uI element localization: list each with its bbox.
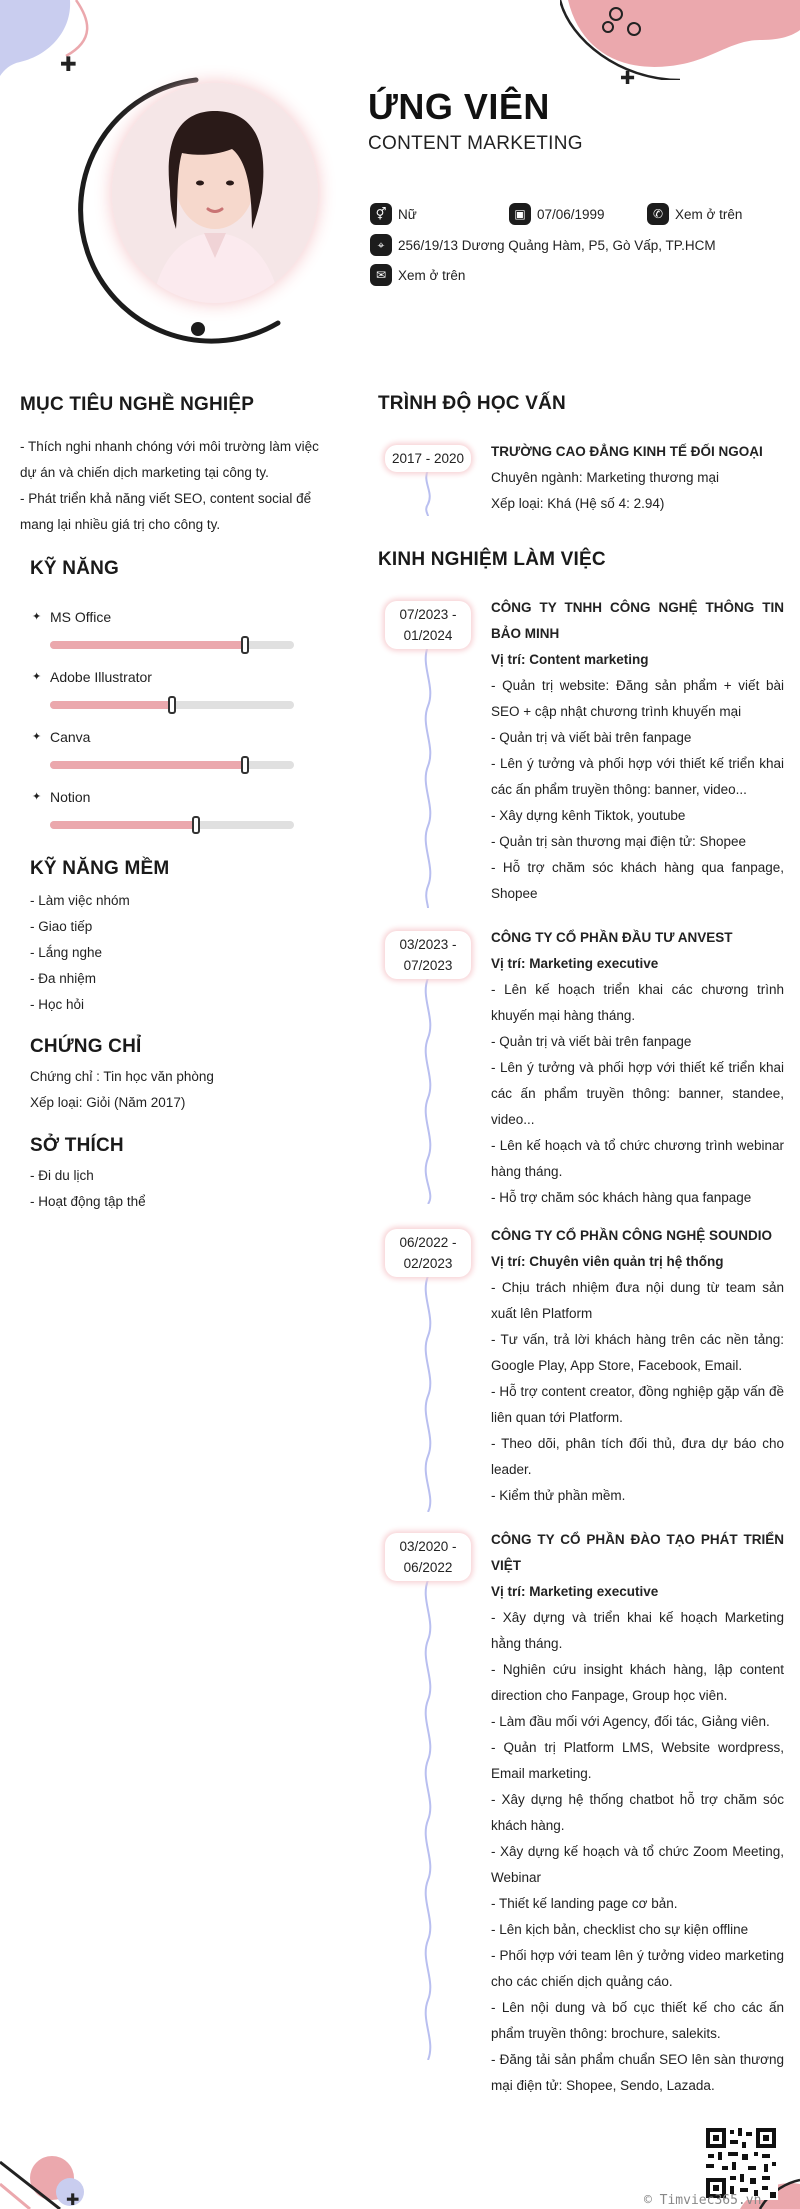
job-date-end: 01/2024 — [403, 628, 453, 643]
job-date-end: 07/2023 — [403, 958, 453, 973]
soft-skill-item: - Lắng nghe — [30, 945, 103, 960]
skill-name: Notion — [50, 789, 91, 805]
top-right-decoration — [560, 0, 800, 80]
certificates-heading: CHỨNG CHỈ — [30, 1036, 142, 1057]
job-duty: - Chịu trách nhiệm đưa nội dung từ team sản xuất lên Platform — [491, 1280, 784, 1321]
star-icon: ✦ — [32, 791, 42, 803]
job-duty: - Xây dựng và triển khai kế hoạch Marketing hằng tháng. — [491, 1610, 784, 1651]
job-duty: - Xây dựng kế hoạch và tổ chức Zoom Meeting, Webinar — [491, 1844, 784, 1885]
soft-skill-item: - Học hỏi — [30, 997, 85, 1012]
job-duty: - Quản trị website: Đăng sản phẩm + viết bài SEO + cập nhật chương trình khuyến mại — [491, 678, 784, 719]
education-entry — [491, 439, 784, 517]
gender-icon: ⚥ — [370, 203, 392, 225]
job-duty: - Làm đầu mối với Agency, đối tác, Giảng viên. — [491, 1714, 770, 1729]
job-duty: - Lên kế hoạch triển khai các chương trình khuyến mại hàng tháng. — [491, 982, 784, 1023]
job-duty: - Xây dựng kênh Tiktok, youtube — [491, 808, 686, 823]
skill-bar-knob — [241, 756, 249, 774]
objective-heading: MỤC TIÊU NGHỀ NGHIỆP — [20, 394, 255, 415]
candidate-role: CONTENT MARKETING — [368, 133, 583, 154]
skill-bar-knob — [241, 636, 249, 654]
certificate-item: Xếp loại: Giỏi (Năm 2017) — [30, 1095, 186, 1110]
job-duty: - Phối hợp với team lên ý tưởng video marketing cho các chiến dịch quảng cáo. — [491, 1948, 784, 1989]
skill-bar — [50, 641, 294, 649]
hobbies-heading: SỞ THÍCH — [30, 1135, 124, 1156]
job-date-start: 03/2023 - — [399, 937, 457, 952]
job-position: Vị trí: Content marketing — [491, 652, 649, 667]
job-position: Vị trí: Chuyên viên quản trị hệ thống — [491, 1254, 724, 1269]
job-entry — [491, 1223, 784, 1509]
job-duty: - Lên kịch bản, checklist cho sự kiện offline — [491, 1922, 749, 1937]
job-date-start: 06/2022 - — [399, 1235, 457, 1250]
objective-line: - Phát triển khả năng viết SEO, content social để — [20, 491, 312, 506]
timeline-line — [418, 470, 438, 516]
address-value: 256/19/13 Dương Quảng Hàm, P5, Gò Vấp, TP.HCM — [398, 237, 716, 253]
bottom-left-decoration — [0, 2140, 130, 2209]
skill-bar-knob — [168, 696, 176, 714]
job-duty: - Xây dựng hệ thống chatbot hỗ trợ chăm sóc khách hàng. — [491, 1792, 784, 1833]
education-date: 2017 - 2020 — [385, 445, 471, 472]
phone-icon: ✆ — [647, 203, 669, 225]
skill-bar-knob — [192, 816, 200, 834]
timeline-line — [418, 1580, 438, 2060]
company-name: CÔNG TY CỔ PHẦN ĐẦU TƯ ANVEST — [491, 930, 733, 945]
objective-line: dự án và chiến dịch marketing tại công ty. — [20, 465, 269, 480]
qr-code-icon — [704, 2126, 778, 2200]
job-position: Vị trí: Marketing executive — [491, 1584, 659, 1599]
objective-line: mang lại nhiều giá trị cho công ty. — [20, 517, 221, 532]
hobby-item: - Hoạt động tập thể — [30, 1194, 146, 1209]
job-date-end: 02/2023 — [403, 1256, 453, 1271]
hobby-item: - Đi du lịch — [30, 1168, 94, 1183]
job-duty: - Thiết kế landing page cơ bản. — [491, 1896, 678, 1911]
job-duty: - Theo dõi, phân tích đối thủ, đưa dự báo cho leader. — [491, 1436, 784, 1477]
candidate-name: ỨNG VIÊN — [368, 86, 550, 127]
gender-info — [370, 203, 417, 225]
job-date — [385, 601, 471, 649]
job-entry — [491, 595, 784, 907]
avatar — [112, 83, 318, 303]
education-grade: Xếp loại: Khá (Hệ số 4: 2.94) — [491, 496, 665, 511]
map-icon: ⌖ — [370, 234, 392, 256]
job-duty: - Hỗ trợ chăm sóc khách hàng qua fanpage, Shopee — [491, 860, 784, 901]
job-date-end: 06/2022 — [403, 1560, 453, 1575]
job-date — [385, 1533, 471, 1581]
job-date — [385, 931, 471, 979]
job-duty: - Đăng tải sản phẩm chuẩn SEO lên sàn thương mại điện tử: Shopee, Sendo, Lazada. — [491, 2052, 784, 2093]
birthday-info — [509, 203, 605, 225]
job-date — [385, 1229, 471, 1277]
skill-bar — [50, 701, 294, 709]
company-name: CÔNG TY CỔ PHẦN ĐÀO TẠO PHÁT TRIỂN VIỆT — [491, 1532, 784, 1573]
phone-value: Xem ở trên — [675, 206, 743, 222]
job-duty: - Lên ý tưởng và phối hợp với thiết kế triển khai các ấn phẩm truyền thông: banner, video... — [491, 756, 784, 797]
skill-bar-fill — [50, 761, 245, 769]
phone-info — [647, 203, 742, 225]
timeline-line — [418, 1276, 438, 1512]
job-duty: - Quản trị và viết bài trên fanpage — [491, 730, 692, 745]
star-icon: ✦ — [32, 671, 42, 683]
star-icon: ✦ — [32, 611, 42, 623]
skills-heading: KỸ NĂNG — [30, 558, 120, 579]
certificate-item: Chứng chỉ : Tin học văn phòng — [30, 1069, 214, 1084]
job-duty: - Hỗ trợ content creator, đồng nghiệp gặp vấn đề liên quan tới Platform. — [491, 1384, 784, 1425]
watermark: © Timviec365.vn — [644, 2193, 762, 2208]
job-duty: - Quản trị sàn thương mại điện tử: Shopee — [491, 834, 747, 849]
cross-icon: ✚ — [620, 68, 636, 88]
cross-icon: ✚ — [66, 2192, 80, 2209]
soft-skills-heading: KỸ NĂNG MỀM — [30, 858, 170, 879]
job-entry — [491, 925, 784, 1211]
skill-bar — [50, 821, 294, 829]
skill-name: Adobe Illustrator — [50, 669, 152, 685]
job-duty: - Kiểm thử phần mềm. — [491, 1488, 626, 1503]
gender-value: Nữ — [398, 206, 417, 222]
job-duty: - Quản trị Platform LMS, Website wordpress, Email marketing. — [491, 1740, 784, 1781]
job-duty: - Quản trị và viết bài trên fanpage — [491, 1034, 692, 1049]
job-date-start: 03/2020 - — [399, 1539, 457, 1554]
job-duty: - Tư vấn, trả lời khách hàng trên các nền tảng: Google Play, App Store, Facebook, Email. — [491, 1332, 784, 1373]
company-name: CÔNG TY CỔ PHẦN CÔNG NGHỆ SOUNDIO — [491, 1228, 773, 1243]
soft-skill-item: - Giao tiếp — [30, 919, 93, 934]
timeline-line — [418, 646, 438, 908]
email-info — [370, 264, 465, 286]
cake-icon: ▣ — [509, 203, 531, 225]
job-entry — [491, 1527, 784, 2099]
job-duty: - Lên ý tưởng và phối hợp với thiết kế triển khai các ấn phẩm truyền thông: banner, standee, video... — [491, 1060, 784, 1127]
cross-icon: ✚ — [60, 54, 77, 76]
experience-heading: KINH NGHIỆM LÀM VIỆC — [378, 549, 606, 570]
soft-skill-item: - Đa nhiệm — [30, 971, 97, 986]
soft-skill-item: - Làm việc nhóm — [30, 893, 130, 908]
job-position: Vị trí: Marketing executive — [491, 956, 659, 971]
school-name: TRƯỜNG CAO ĐẲNG KINH TẾ ĐỐI NGOẠI — [491, 444, 763, 459]
job-duty: - Nghiên cứu insight khách hàng, lập content direction cho Fanpage, Group học viên. — [491, 1662, 784, 1703]
email-value: Xem ở trên — [398, 267, 466, 283]
job-duty: - Lên kế hoạch và tổ chức chương trình webinar hàng tháng. — [491, 1138, 784, 1179]
job-date-start: 07/2023 - — [399, 607, 457, 622]
objective-line: - Thích nghi nhanh chóng với môi trường làm việc — [20, 439, 319, 454]
education-heading: TRÌNH ĐỘ HỌC VẤN — [378, 393, 566, 414]
skill-name: MS Office — [50, 609, 112, 625]
skill-bar-fill — [50, 701, 172, 709]
skill-bar-fill — [50, 641, 245, 649]
company-name: CÔNG TY TNHH CÔNG NGHỆ THÔNG TIN BẢO MINH — [491, 600, 784, 641]
skill-bar — [50, 761, 294, 769]
education-major: Chuyên ngành: Marketing thương mại — [491, 470, 720, 485]
birthday-value: 07/06/1999 — [537, 206, 605, 222]
star-icon: ✦ — [32, 731, 42, 743]
objective-text — [20, 434, 338, 538]
skill-bar-fill — [50, 821, 196, 829]
address-info — [370, 234, 716, 256]
job-duty: - Lên nội dung và bố cục thiết kế cho các ấn phẩm truyền thông: brochure, salekits. — [491, 2000, 784, 2041]
timeline-line — [418, 978, 438, 1204]
skill-name: Canva — [50, 729, 91, 745]
job-duty: - Hỗ trợ chăm sóc khách hàng qua fanpage — [491, 1190, 752, 1205]
mail-icon: ✉ — [370, 264, 392, 286]
